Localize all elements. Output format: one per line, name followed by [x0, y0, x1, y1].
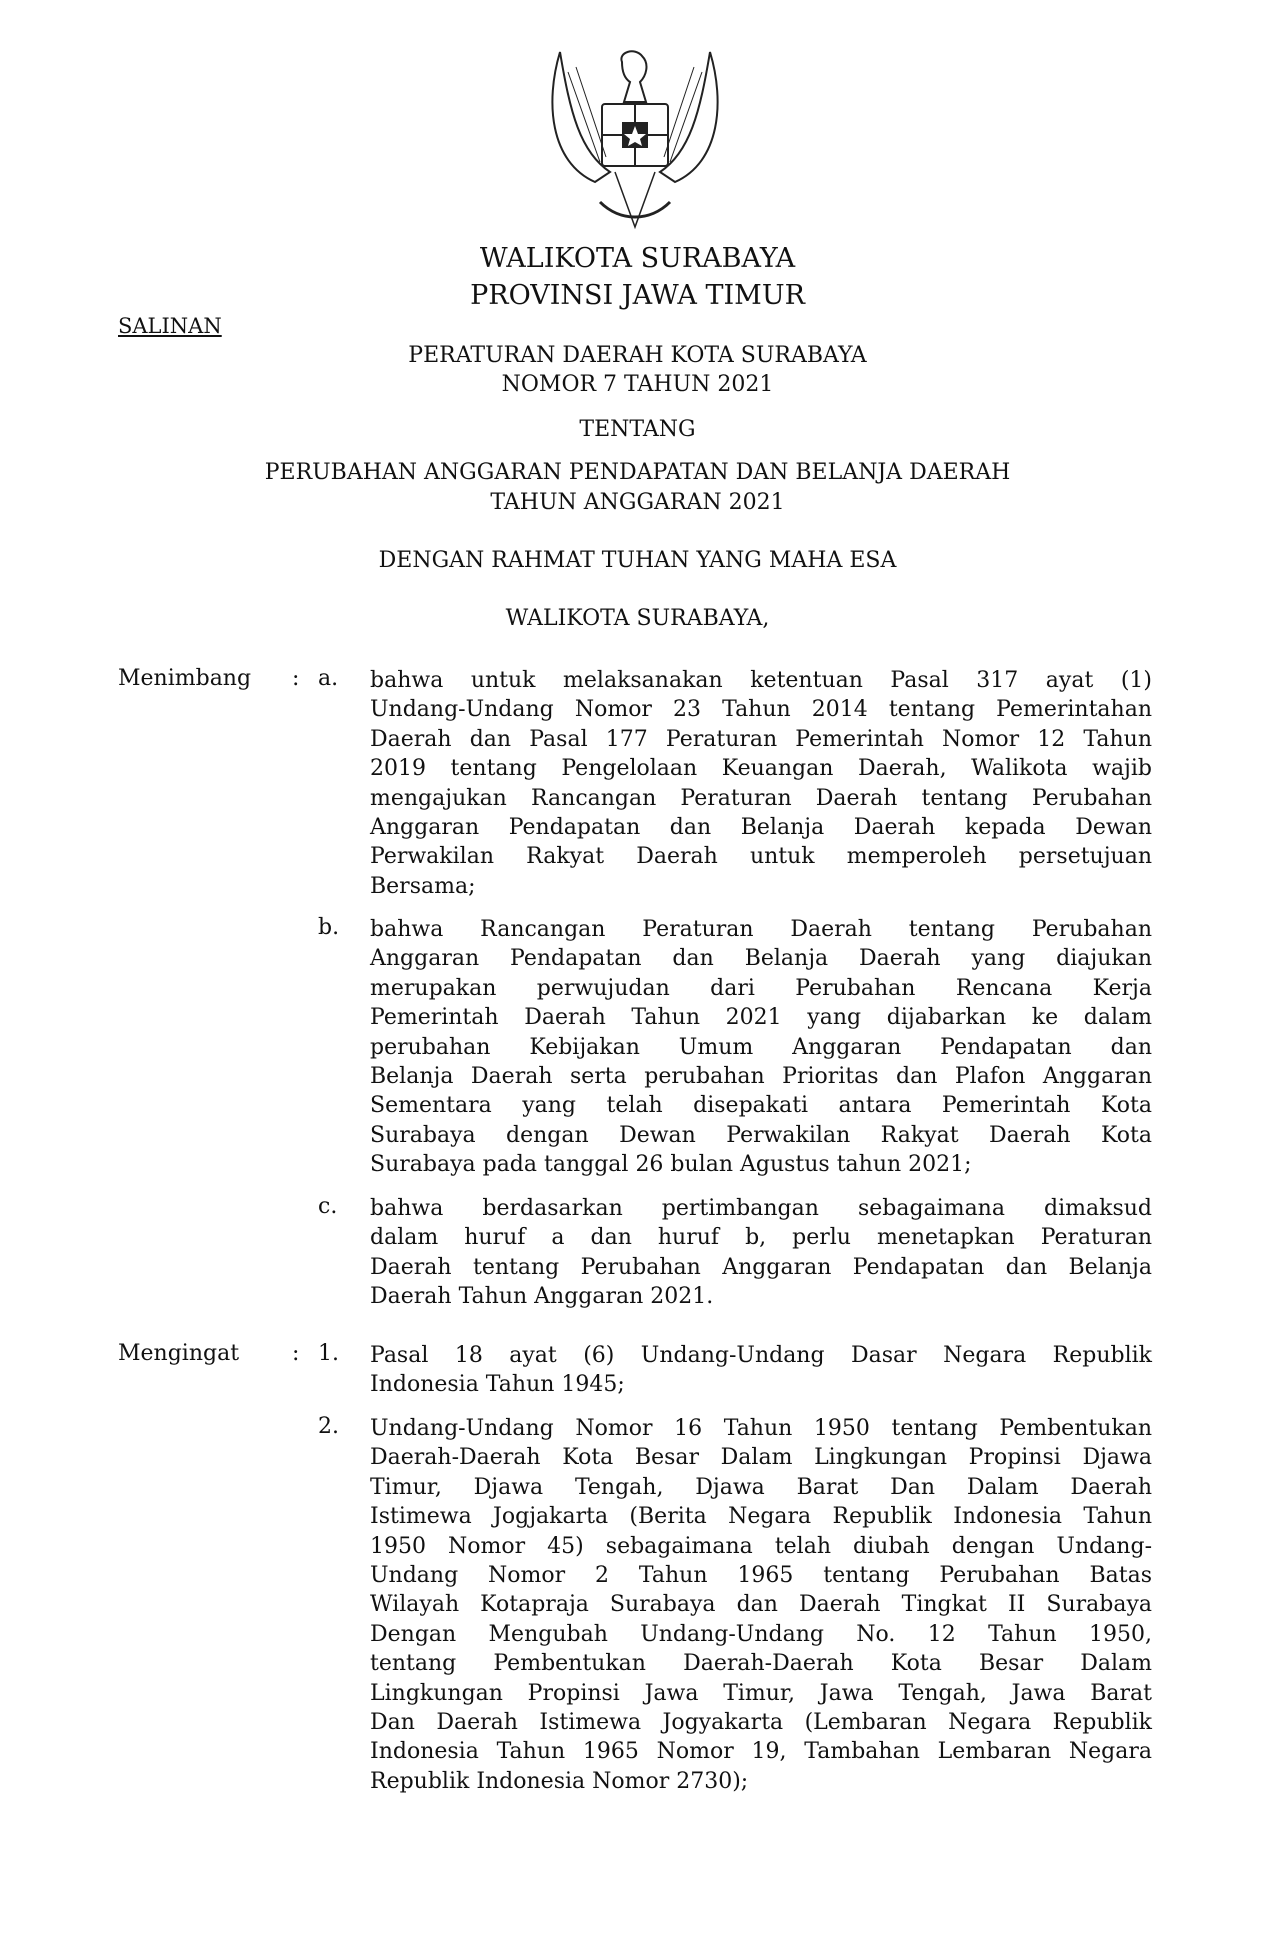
menimbang-item	[370, 915, 1152, 1180]
mengingat-item	[370, 1341, 1152, 1400]
menimbang-item	[370, 666, 1152, 901]
text-line: Surabaya pada tanggal 26 bulan Agustus tahun 2021;	[370, 1152, 972, 1178]
mengingat-item	[370, 1414, 1152, 1796]
text-line: perubahan Kebijakan Umum Anggaran Pendapatan dan	[370, 1034, 1152, 1060]
tentang-heading: TENTANG	[579, 417, 696, 442]
text-line: Anggaran Pendapatan dan Belanja Daerah yang diajukan	[370, 946, 1152, 972]
mengingat-item-marker: 2.	[318, 1414, 339, 1439]
preamble-rahmat: DENGAN RAHMAT TUHAN YANG MAHA ESA	[378, 548, 897, 573]
text-line: Anggaran Pendapatan dan Belanja Daerah kepada Dewan	[370, 814, 1152, 840]
text-line: Undang-Undang Nomor 23 Tahun 2014 tentang Pemerintahan	[370, 697, 1152, 723]
text-line: Perwakilan Rakyat Daerah untuk memperoleh persetujuan	[370, 844, 1152, 870]
preamble-walikota: WALIKOTA SURABAYA,	[505, 606, 770, 631]
text-line: Belanja Daerah serta perubahan Prioritas dan Plafon Anggaran	[370, 1063, 1152, 1089]
text-line: merupakan perwujudan dari Perubahan Rencana Kerja	[370, 975, 1152, 1001]
menimbang-label: Menimbang	[118, 666, 252, 691]
text-line: bahwa berdasarkan pertimbangan sebagaimana dimaksud	[370, 1196, 1152, 1221]
text-line: 2019 tentang Pengelolaan Keuangan Daerah, Walikota wajib	[370, 756, 1152, 782]
menimbang-item-marker: b.	[318, 915, 340, 940]
menimbang-colon: :	[292, 666, 300, 691]
text-line: Daerah dan Pasal 177 Peraturan Pemerintah Nomor 12 Tahun	[370, 726, 1152, 752]
mengingat-colon: :	[292, 1341, 300, 1366]
text-line: Republik Indonesia Nomor 2730);	[370, 1768, 749, 1794]
text-line: tentang Pembentukan Daerah-Daerah Kota Besar Dalam	[370, 1651, 1152, 1677]
text-line: Indonesia Tahun 1965 Nomor 19, Tambahan Lembaran Negara	[370, 1739, 1152, 1765]
text-line: Wilayah Kotapraja Surabaya dan Daerah Tingkat II Surabaya	[370, 1592, 1152, 1618]
text-line: Daerah-Daerah Kota Besar Dalam Lingkungan Propinsi Djawa	[370, 1445, 1152, 1471]
province-title: PROVINSI JAWA TIMUR	[470, 280, 805, 311]
garuda-emblem-icon	[540, 42, 730, 234]
text-line: Lingkungan Propinsi Jawa Timur, Jawa Tengah, Jawa Barat	[370, 1680, 1152, 1706]
text-line: 1950 Nomor 45) sebagaimana telah diubah dengan Undang-	[370, 1533, 1152, 1559]
text-line: Sementara yang telah disepakati antara Pemerintah Kota	[370, 1093, 1152, 1119]
text-line: Istimewa Jogjakarta (Berita Negara Republik Indonesia Tahun	[370, 1504, 1152, 1530]
menimbang-item-marker: a.	[318, 666, 339, 691]
text-line: Timur, Djawa Tengah, Djawa Barat Dan Dalam Daerah	[370, 1474, 1152, 1500]
issuer-title: WALIKOTA SURABAYA	[479, 243, 796, 274]
text-line: Pasal 18 ayat (6) Undang-Undang Dasar Negara Republik	[370, 1343, 1152, 1368]
regulation-number: NOMOR 7 TAHUN 2021	[501, 372, 774, 397]
text-line: Pemerintah Daerah Tahun 2021 yang dijabarkan ke dalam	[370, 1005, 1152, 1031]
text-line: Dengan Mengubah Undang-Undang No. 12 Tahun 1950,	[370, 1621, 1152, 1647]
copy-label: SALINAN	[118, 314, 222, 338]
text-line: Dan Daerah Istimewa Jogyakarta (Lembaran Negara Republik	[370, 1709, 1152, 1735]
text-line: Daerah Tahun Anggaran 2021.	[370, 1284, 714, 1310]
text-line: Daerah tentang Perubahan Anggaran Pendapatan dan Belanja	[370, 1254, 1152, 1280]
text-line: Bersama;	[370, 873, 476, 899]
regulation-title: PERATURAN DAERAH KOTA SURABAYA	[408, 343, 867, 368]
subject-line-2: TAHUN ANGGARAN 2021	[490, 490, 785, 515]
text-line: Surabaya dengan Dewan Perwakilan Rakyat Daerah Kota	[370, 1122, 1152, 1148]
text-line: Undang Nomor 2 Tahun 1965 tentang Perubahan Batas	[370, 1562, 1152, 1588]
text-line: Undang-Undang Nomor 16 Tahun 1950 tentang Pembentukan	[370, 1416, 1152, 1441]
text-line: dalam huruf a dan huruf b, perlu menetapkan Peraturan	[370, 1225, 1152, 1251]
text-line: Indonesia Tahun 1945;	[370, 1372, 625, 1398]
mengingat-item-marker: 1.	[318, 1341, 339, 1366]
mengingat-label: Mengingat	[118, 1341, 240, 1366]
text-line: mengajukan Rancangan Peraturan Daerah tentang Perubahan	[370, 785, 1152, 811]
text-line: bahwa Rancangan Peraturan Daerah tentang Perubahan	[370, 917, 1152, 942]
menimbang-item	[370, 1194, 1152, 1312]
subject-line-1: PERUBAHAN ANGGARAN PENDAPATAN DAN BELANJA DAERAH	[264, 460, 1011, 485]
menimbang-item-marker: c.	[318, 1194, 338, 1219]
text-line: bahwa untuk melaksanakan ketentuan Pasal 317 ayat (1)	[370, 668, 1152, 693]
